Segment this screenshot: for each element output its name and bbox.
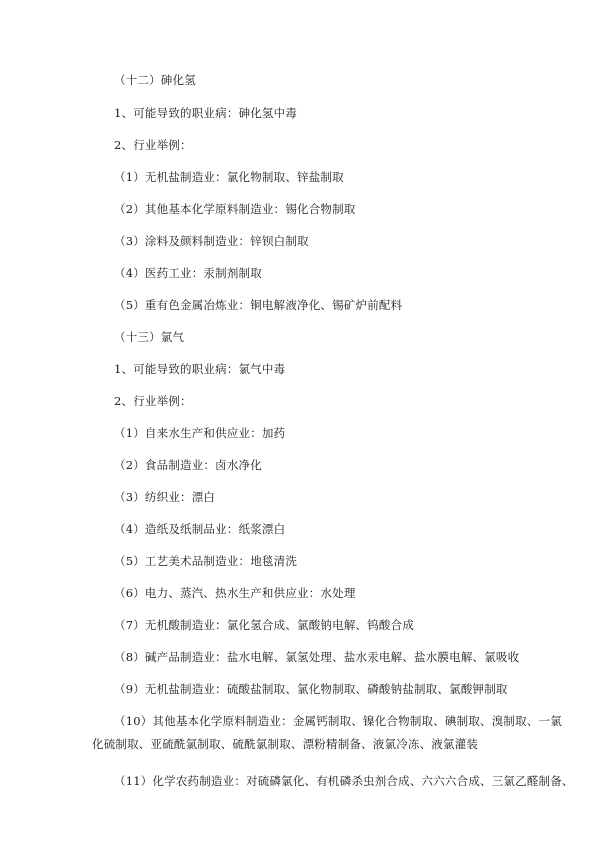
industry-item: （8）碱产品制造业：盐水电解、氯氢处理、盐水汞电解、盐水膜电解、氯吸收 xyxy=(114,650,520,664)
industry-item-11: （11）化学农药制造业：对硫磷氯化、有机磷杀虫剂合成、六六六合成、三氯乙醛制备、 xyxy=(114,774,574,788)
industry-examples-title: 2、行业举例： xyxy=(114,138,192,152)
industry-item: （9）无机盐制造业：硫酸盐制取、氯化物制取、磷酸钠盐制取、氯酸钾制取 xyxy=(114,682,508,696)
industry-item: （6）电力、蒸汽、热水生产和供应业：水处理 xyxy=(114,586,356,600)
occupational-disease-line: 1、可能导致的职业病：氯气中毒 xyxy=(114,362,286,376)
industry-item: （1）无机盐制造业：氯化物制取、锌盐制取 xyxy=(114,170,344,184)
industry-item: （2）其他基本化学原料制造业：锡化合物制取 xyxy=(114,202,356,216)
industry-item: （3）纺织业：漂白 xyxy=(114,490,216,504)
industry-examples-title: 2、行业举例： xyxy=(114,394,192,408)
industry-item: （4）造纸及纸制品业：纸浆漂白 xyxy=(114,522,286,536)
industry-item-10-line1: （10）其他基本化学原料制造业：金属钙制取、镍化合物制取、碘制取、溴制取、一氯 xyxy=(114,714,562,728)
industry-item: （2）食品制造业：卤水净化 xyxy=(114,458,262,472)
industry-item: （3）涂料及颜料制造业：锌钡白制取 xyxy=(114,234,309,248)
industry-item-10-line2: 化硫制取、亚硫酰氯制取、硫酰氯制取、漂粉精制备、液氯冷冻、液氯灌装 xyxy=(92,737,479,751)
occupational-disease-line: 1、可能导致的职业病：砷化氢中毒 xyxy=(114,106,298,120)
industry-item: （4）医药工业：汞制剂制取 xyxy=(114,266,262,280)
section-heading-arsine: （十二）砷化氢 xyxy=(114,73,196,87)
industry-item: （5）工艺美术品制造业：地毯清洗 xyxy=(114,554,298,568)
section-heading-chlorine: （十三）氯气 xyxy=(114,330,185,344)
industry-item-10 xyxy=(92,710,562,756)
industry-item: （7）无机酸制造业：氯化氢合成、氯酸钠电解、钨酸合成 xyxy=(114,618,415,632)
industry-item: （5）重有色金属冶炼业：铜电解液净化、锡矿炉前配料 xyxy=(114,298,403,312)
industry-item: （1）自来水生产和供应业：加药 xyxy=(114,426,286,440)
